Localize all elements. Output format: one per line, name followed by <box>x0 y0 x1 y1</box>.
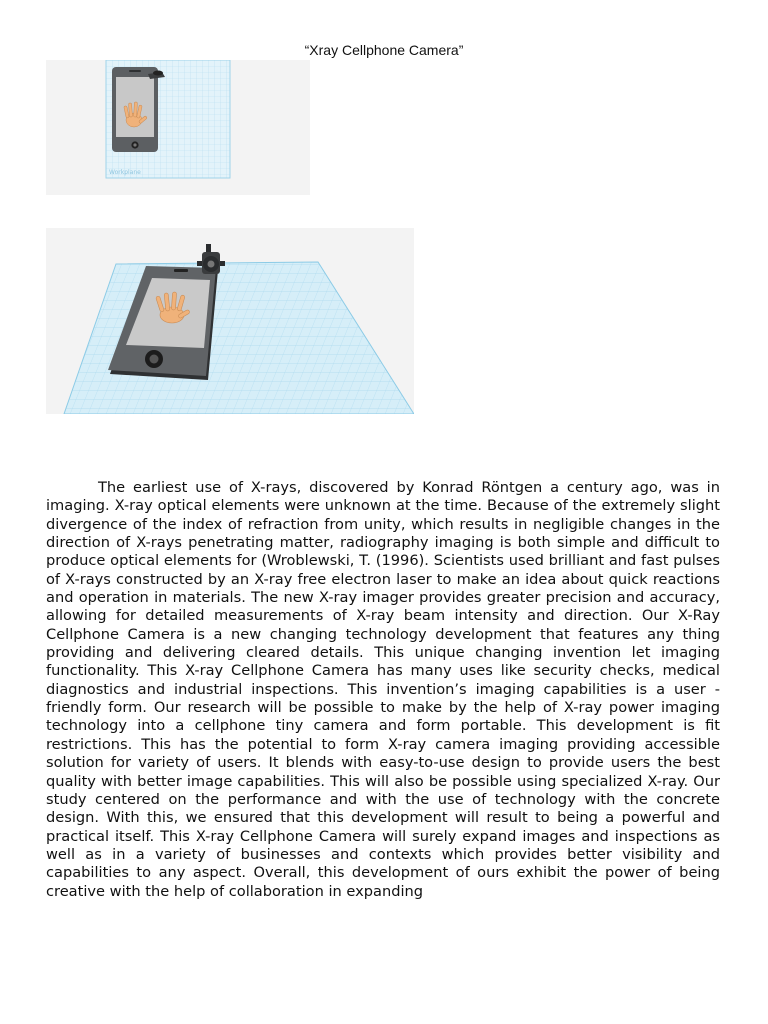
body-paragraph <box>46 479 720 901</box>
figure-perspective-view <box>46 228 414 414</box>
top-view-illustration <box>46 60 310 195</box>
workplane-grid <box>46 258 414 414</box>
body-paragraph-text: The earliest use of X-rays, discovered by Konrad Röntgen a century ago, was in imaging. X-ray optical elements were unknown at the time. Because of the extremely slight divergence of the index of refraction from unity, which results in negligible changes in the direction of X-rays penetrating matter, radiography imaging is both simple and difficult to produce optical elements for (Wroblewski, T. (1996). Scientists used brilliant and fast pulses of X-rays constructed by an X-ray free electron laser to make an idea about quick reactions and operation in materials. The new X-ray imager provides greater precision and accuracy, allowing for detailed measurements of X-ray beam intensity and direction. Our X-Ray Cellphone Camera is a new changing technology development that features any thing providing and delivering cleared details. This unique changing invention let imaging functionality. This X-ray Cellphone Camera has many uses like security checks, medical diagnostics and industrial inspections. This invention’s imaging capabilities is a user - friendly form. Our research will be possible to make by the help of X-ray power imaging technology into a cellphone tiny camera and form portable. This development is fit restrictions. This has the potential to form X-ray camera imaging providing accessible solution for variety of users. It blends with easy-to-use design to provide users the best quality with better image capabilities. This will also be possible using specialized X-ray. Our study centered on the performance and with the use of technology with the concrete design. With this, we ensured that this development will result to being a powerful and practical itself. This X-ray Cellphone Camera will surely expand images and inspections as well as in a variety of businesses and contexts which provides better visibility and capabilities to any aspect. Overall, this development of ours exhibit the power of being creative with the help of collaboration in expanding <box>46 479 720 900</box>
workplane-label: Workplane <box>109 169 141 176</box>
figure-top-view <box>46 60 310 195</box>
document-title: “Xray Cellphone Camera” <box>304 42 464 58</box>
perspective-view-illustration <box>46 228 414 414</box>
